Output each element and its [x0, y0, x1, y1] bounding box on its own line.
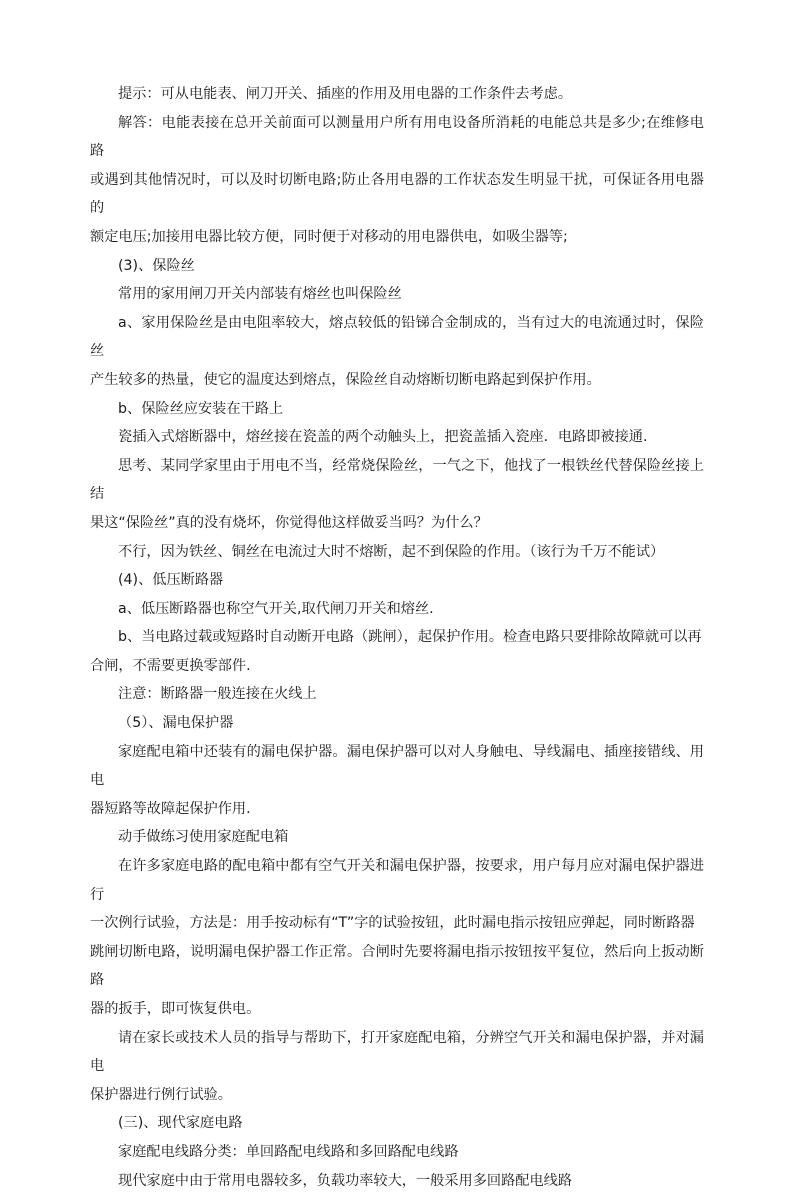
paragraph	[90, 395, 704, 424]
text-line: 现代家庭中由于常用电器较多，负载功率较大，一般采用多回路配电线路	[118, 1172, 573, 1189]
paragraph	[90, 423, 704, 452]
text-line: 注意：断路器一般连接在火线上	[118, 686, 317, 703]
paragraph	[90, 852, 704, 1024]
text-line: (3)、保险丝	[118, 257, 195, 274]
text-line: (4)、低压断路器	[118, 572, 224, 589]
paragraph	[90, 309, 704, 395]
text-line: 瓷插入式熔断器中，熔丝接在瓷盖的两个动触头上，把瓷盖插入瓷座．电路即被接通.	[118, 429, 648, 446]
text-line: 合闸，不需要更换零部件.	[90, 657, 251, 674]
paragraph	[90, 680, 704, 709]
text-line: （5）、漏电保护器	[118, 715, 234, 732]
text-line: 跳闸切断电路，说明漏电保护器工作正常。合闸时先要将漏电指示按钮按平复位，然后向上扳动断路	[90, 943, 704, 989]
text-line: b、保险丝应安装在干路上	[118, 400, 284, 417]
paragraph	[90, 252, 704, 281]
paragraph	[90, 823, 704, 852]
paragraph	[90, 1024, 704, 1110]
paragraph	[90, 738, 704, 824]
paragraph	[90, 109, 704, 252]
text-line: 家庭配电线路分类：单回路配电线路和多回路配电线路	[118, 1143, 459, 1160]
text-line: 不行，因为铁丝、铜丝在电流过大时不熔断，起不到保险的作用。（该行为千万不能试）	[118, 543, 665, 560]
text-line: 解答：电能表接在总开关前面可以测量用户所有用电设备所消耗的电能总共是多少;在维修电路	[90, 114, 704, 160]
paragraph	[90, 1138, 704, 1167]
text-line: 思考、某同学家里由于用电不当，经常烧保险丝，一气之下，他找了一根铁丝代替保险丝接上结	[90, 457, 704, 503]
text-line: 在许多家庭电路的配电箱中都有空气开关和漏电保护器，按要求，用户每月应对漏电保护器进行	[90, 858, 704, 903]
text-line: 果这“保险丝”真的没有烧坏，你觉得他这样做妥当吗？为什么？	[90, 514, 488, 531]
paragraph	[90, 538, 704, 567]
paragraph	[90, 452, 704, 538]
text-line: 家庭配电箱中还装有的漏电保护器。漏电保护器可以对人身触电、导线漏电、插座接错线、用电	[90, 743, 704, 789]
paragraph	[90, 709, 704, 738]
text-line: b、当电路过载或短路时自动断开电路（跳闸），起保护作用。检查电路只要排除故障就可以再	[118, 629, 702, 646]
text-line: 或遇到其他情况时，可以及时切断电路;防止各用电器的工作状态发生明显干扰，可保证各用电器的	[90, 171, 704, 217]
text-line: (三)、现代家庭电路	[118, 1115, 243, 1132]
paragraph	[90, 80, 704, 109]
text-line: a、低压断路器也称空气开关,取代闸刀开关和熔丝.	[118, 600, 434, 617]
text-line: 常用的家用闸刀开关内部装有熔丝也叫保险丝	[118, 286, 402, 303]
text-line: 请在家长或技术人员的指导与帮助下，打开家庭配电箱，分辨空气开关和漏电保护器，并对漏电	[90, 1029, 704, 1075]
paragraph	[90, 1109, 704, 1138]
paragraph	[90, 595, 704, 624]
text-line: 保护器进行例行试验。	[90, 1086, 232, 1103]
text-line: 产生较多的热量，使它的温度达到熔点，保险丝自动熔断切断电路起到保护作用。	[90, 371, 601, 388]
text-line: a、家用保险丝是由电阻率较大，熔点较低的铅锑合金制成的，当有过大的电流通过时，保险丝	[90, 314, 704, 360]
text-line: 器短路等故障起保护作用.	[90, 800, 251, 817]
paragraph	[90, 623, 704, 680]
paragraph	[90, 1167, 704, 1195]
text-line: 提示：可从电能表、闸刀开关、插座的作用及用电器的工作条件去考虑。	[118, 86, 573, 102]
text-line: 额定电压;加接用电器比较方便，同时便于对移动的用电器供电，如吸尘器等;	[90, 228, 568, 245]
paragraph	[90, 566, 704, 595]
paragraph	[90, 280, 704, 309]
text-line: 动手做练习使用家庭配电箱	[118, 829, 289, 846]
text-line: 器的扳手，即可恢复供电。	[90, 1001, 261, 1017]
text-line: 一次例行试验，方法是：用手按动标有“T”字的试验按钮，此时漏电指示按钮应弹起，同时断路器	[90, 915, 695, 932]
